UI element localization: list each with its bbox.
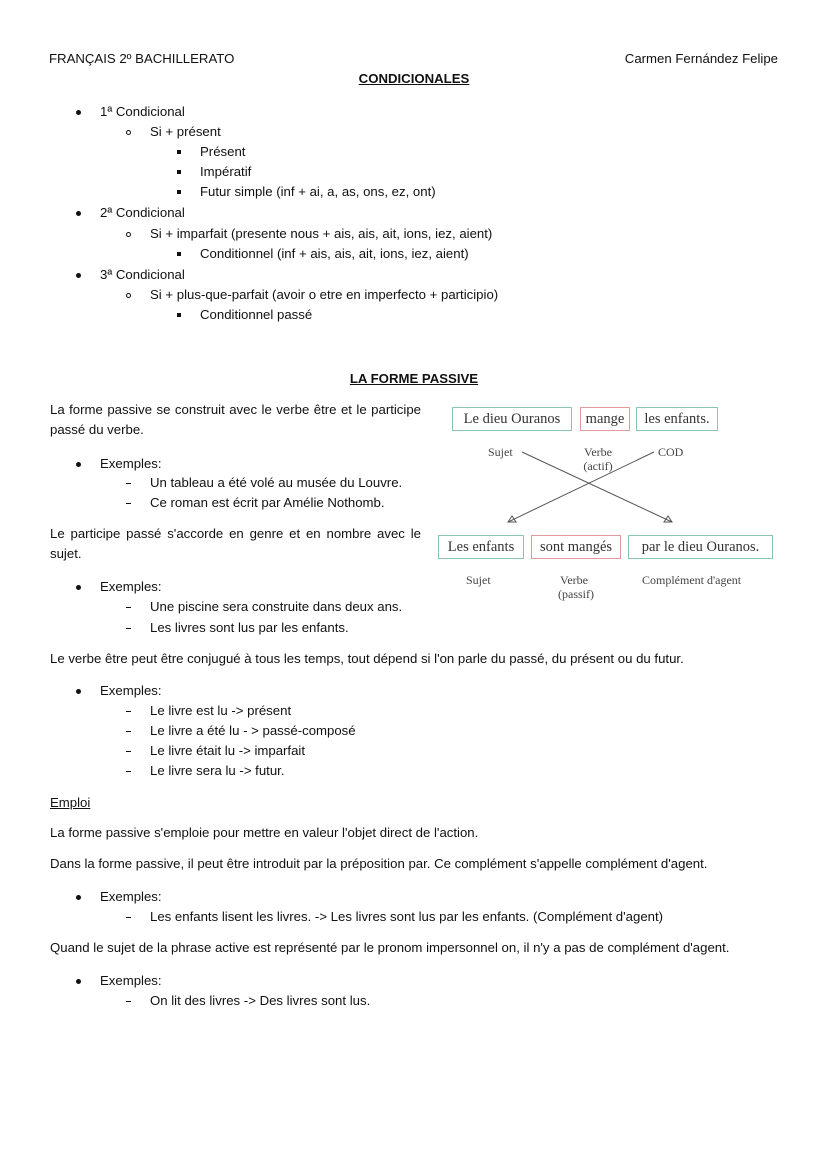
diagram-label-sujet-passive: Sujet xyxy=(466,573,491,587)
examples-label: Exemples: xyxy=(100,973,162,988)
example-item: On lit des livres -> Des livres sont lus. xyxy=(150,993,371,1008)
list-item: Présent xyxy=(200,144,246,159)
bullet-circle xyxy=(126,130,131,135)
header-author: Carmen Fernández Felipe xyxy=(624,51,778,66)
list-item: Impératif xyxy=(200,164,252,179)
emploi-heading: Emploi xyxy=(50,795,91,810)
example-item: Le livre a été lu - > passé-composé xyxy=(150,723,356,738)
bullet-dot xyxy=(76,689,81,694)
bullet-dot xyxy=(76,110,81,115)
section-title-forme-passive: LA FORME PASSIVE xyxy=(349,371,479,386)
diagram-box-active-verb: mange xyxy=(580,407,630,431)
list-item: Conditionnel (inf + ais, ais, ait, ions, iez, aient) xyxy=(200,246,469,261)
diagram-box-passive-verb: sont mangés xyxy=(531,535,621,559)
bullet-dash xyxy=(126,1001,131,1002)
diagram-label-verbe-passive: Verbe xyxy=(560,573,588,587)
diagram-label-actif: (actif) xyxy=(583,459,613,473)
paragraph-emploi-2: Dans la forme passive, il peut être introduit par la préposition par. Ce complément s'appelle complément d'agent. xyxy=(50,856,708,871)
bullet-dash xyxy=(126,917,131,918)
paragraph-emploi-1: La forme passive s'emploie pour mettre en valeur l'objet direct de l'action. xyxy=(50,825,479,840)
diagram-label-complement-agent: Complément d'agent xyxy=(642,573,742,587)
diagram-box-active-subject: Le dieu Ouranos xyxy=(452,407,572,431)
bullet-dot xyxy=(76,273,81,278)
bullet-square xyxy=(177,190,181,194)
paragraph-on: Quand le sujet de la phrase active est représenté par le pronom impersonnel on, il n'y a pas de complément d'agent. xyxy=(50,940,730,955)
list-item: Conditionnel passé xyxy=(200,307,313,322)
list-item: Si + imparfait (presente nous + ais, ais, ait, ions, iez, aient) xyxy=(150,226,493,241)
section-title-condicionales: CONDICIONALES xyxy=(358,71,470,86)
paragraph-accord: Le participe passé s'accorde en genre et en nombre avec le sujet. xyxy=(50,526,421,561)
paragraph-temps: Le verbe être peut être conjugué à tous les temps, tout dépend si l'on parle du passé, du présent ou du futur. xyxy=(50,651,684,666)
example-item: Les enfants lisent les livres. -> Les livres sont lus par les enfants. (Complément d'agent) xyxy=(150,909,664,924)
list-item: 2ª Condicional xyxy=(100,205,185,220)
examples-label: Exemples: xyxy=(100,889,162,904)
bullet-circle xyxy=(126,232,131,237)
diagram-box-passive-subject: Les enfants xyxy=(438,535,524,559)
bullet-dash xyxy=(126,503,131,504)
example-item: Ce roman est écrit par Amélie Nothomb. xyxy=(150,495,385,510)
diagram-box-passive-agent: par le dieu Ouranos. xyxy=(628,535,773,559)
example-item: Une piscine sera construite dans deux ans. xyxy=(150,599,403,614)
header-course: FRANÇAIS 2º BACHILLERATO xyxy=(49,51,235,66)
bullet-dot xyxy=(76,895,81,900)
examples-label: Exemples: xyxy=(100,683,162,698)
bullet-square xyxy=(177,252,181,256)
bullet-circle xyxy=(126,293,131,298)
diagram-label-verbe-active: Verbe xyxy=(584,445,612,459)
example-item: Le livre sera lu -> futur. xyxy=(150,763,285,778)
bullet-dot xyxy=(76,585,81,590)
bullet-dash xyxy=(126,771,131,772)
diagram-box-active-cod: les enfants. xyxy=(636,407,718,431)
example-item: Un tableau a été volé au musée du Louvre. xyxy=(150,475,403,490)
bullet-dash xyxy=(126,751,131,752)
diagram-label-sujet-active: Sujet xyxy=(488,445,513,459)
bullet-square xyxy=(177,170,181,174)
bullet-dash xyxy=(126,483,131,484)
bullet-dot xyxy=(76,211,81,216)
list-item: Futur simple (inf + ai, a, as, ons, ez, ont) xyxy=(200,184,436,199)
example-item: Le livre est lu -> présent xyxy=(150,703,292,718)
paragraph-intro: La forme passive se construit avec le verbe être et le participe passé du verbe. xyxy=(50,402,421,437)
list-item: 3ª Condicional xyxy=(100,267,185,282)
example-item: Les livres sont lus par les enfants. xyxy=(150,620,349,635)
bullet-square xyxy=(177,150,181,154)
list-item: Si + plus-que-parfait (avoir o etre en imperfecto + participio) xyxy=(150,287,499,302)
bullet-square xyxy=(177,313,181,317)
example-item: Le livre était lu -> imparfait xyxy=(150,743,306,758)
diagram-label-passif: (passif) xyxy=(558,587,594,601)
bullet-dash xyxy=(126,628,131,629)
bullet-dash xyxy=(126,607,131,608)
bullet-dash xyxy=(126,711,131,712)
diagram-label-cod: COD xyxy=(658,445,684,459)
bullet-dot xyxy=(76,979,81,984)
examples-label: Exemples: xyxy=(100,579,162,594)
list-item: Si + présent xyxy=(150,124,221,139)
diagram-crossing-arrows xyxy=(430,440,690,530)
examples-label: Exemples: xyxy=(100,456,162,471)
list-item: 1ª Condicional xyxy=(100,104,185,119)
bullet-dash xyxy=(126,731,131,732)
bullet-dot xyxy=(76,462,81,467)
